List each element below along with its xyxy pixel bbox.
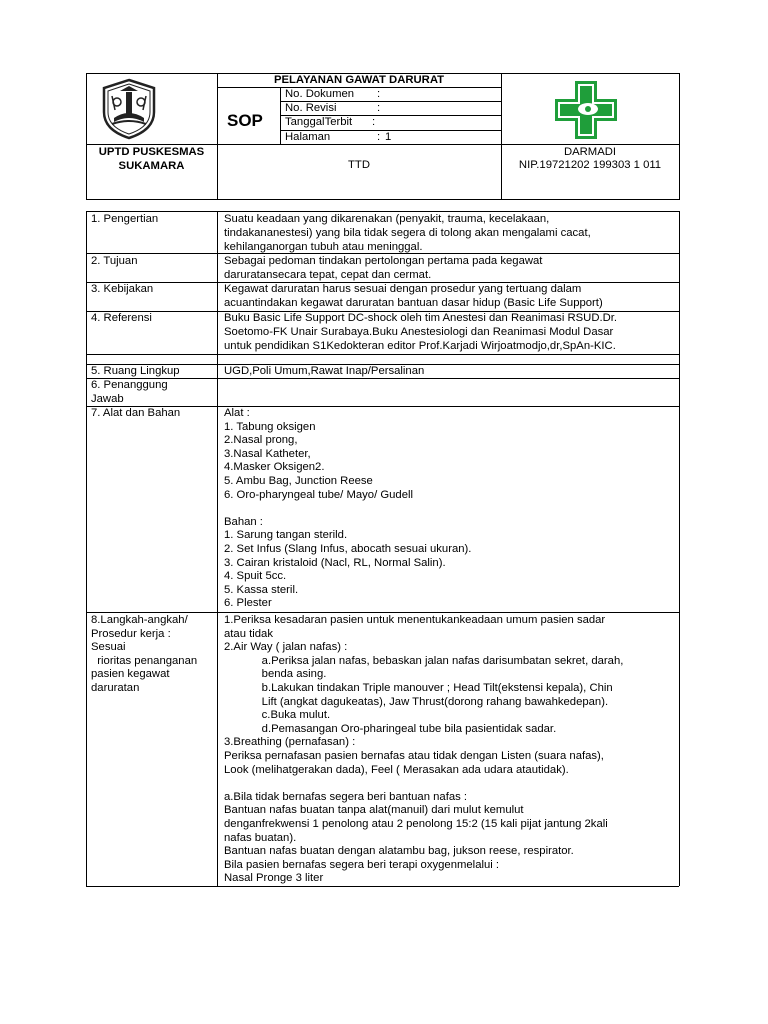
step-line: Bantuan nafas buatan dengan alatambu bag, jukson reese, respirator. bbox=[224, 845, 574, 858]
langkah-label-line: Prosedur kerja : bbox=[91, 627, 171, 640]
row-label-penanggung-jawab-line2: Jawab bbox=[91, 393, 124, 405]
list-item: 6. Plester bbox=[224, 597, 272, 610]
row-text-referensi-line1: Buku Basic Life Support DC-shock oleh tim Anestesi dan Reanimasi RSUD.Dr. bbox=[224, 312, 618, 324]
row-text-tujuan-line2: daruratansecara tepat, cepat dan cermat. bbox=[224, 269, 432, 281]
row-text-tujuan-line1: Sebagai pedoman tindakan pertolongan pertama pada kegawat bbox=[224, 255, 543, 267]
step-line: 3.Breathing (pernafasan) : bbox=[224, 736, 356, 749]
langkah-label-line: rioritas penanganan bbox=[91, 654, 198, 667]
row-label-tujuan: 2. Tujuan bbox=[91, 255, 138, 267]
row-label-alat-bahan: 7. Alat dan Bahan bbox=[91, 407, 181, 419]
field-no-dokumen-label: No. Dokumen bbox=[285, 88, 355, 100]
row-text-referensi-line3: untuk pendidikan S1Kedokteran editor Prof.Karjadi Wirjoatmodjo,dr,SpAn-KIC. bbox=[224, 340, 616, 352]
row-text-pengertian-line2: tindakananestesi) yang bila tidak segera di tolong akan mengalami cacat, bbox=[224, 227, 591, 239]
signer-nip: NIP.19721202 199303 1 011 bbox=[518, 159, 662, 171]
step-line: Bila pasien bernafas segera beri terapi oxygenmelalui : bbox=[224, 858, 500, 871]
row-label-pengertian: 1. Pengertian bbox=[91, 213, 159, 225]
row-label-penanggung-jawab-line1: 6. Penanggung bbox=[91, 379, 168, 391]
row-label-referensi: 4. Referensi bbox=[91, 312, 152, 324]
step-line: Bantuan nafas buatan tanpa alat(manuil) dari mulut kemulut bbox=[224, 804, 524, 817]
field-no-dokumen-sep: : bbox=[377, 88, 381, 100]
langkah-label-line: daruratan bbox=[91, 682, 140, 694]
document-title: PELAYANAN GAWAT DARURAT bbox=[273, 74, 445, 86]
list-item: 3.Nasal Katheter, bbox=[224, 447, 311, 460]
langkah-label-line: pasien kegawat bbox=[91, 668, 170, 681]
row-label-kebijakan: 3. Kebijakan bbox=[91, 283, 154, 295]
list-item: 3. Cairan kristaloid (Nacl, RL, Normal Salin). bbox=[224, 556, 446, 569]
field-halaman-sep: : bbox=[377, 131, 381, 143]
list-item: 1. Sarung tangan sterild. bbox=[224, 529, 348, 542]
row-text-ruang-lingkup: UGD,Poli Umum,Rawat Inap/Persalinan bbox=[224, 365, 425, 377]
step-line: Look (melihatgerakan dada), Feel ( Merasakan ada udara atautidak). bbox=[224, 763, 569, 776]
list-item: 4. Spuit 5cc. bbox=[224, 570, 287, 583]
row-text-pengertian-line1: Suatu keadaan yang dikarenakan (penyakit, trauma, kecelakaan, bbox=[224, 213, 550, 225]
row-text-kebijakan-line1: Kegawat daruratan harus sesuai dengan prosedur yang tertuang dalam bbox=[224, 283, 582, 295]
langkah-label-line: Sesuai bbox=[91, 641, 126, 654]
puskesmas-cross-logo bbox=[552, 78, 620, 142]
field-tanggal-terbit-sep: : bbox=[372, 116, 376, 128]
list-item: 2.Nasal prong, bbox=[224, 434, 298, 447]
list-item: 5. Ambu Bag, Junction Reese bbox=[224, 475, 373, 487]
langkah-label-line: 8.Langkah-angkah/ bbox=[91, 614, 188, 626]
row-text-pengertian-line3: kehilanganorgan tubuh atau meninggal. bbox=[224, 241, 423, 253]
list-item: 2. Set Infus (Slang Infus, abocath sesuai ukuran). bbox=[224, 543, 472, 555]
step-line: d.Pemasangan Oro-pharingeal tube bila pasientidak sadar. bbox=[224, 722, 557, 735]
list-item: 6. Oro-pharyngeal tube/ Mayo/ Gudell bbox=[224, 488, 414, 501]
step-line: Periksa pernafasan pasien bernafas atau tidak dengan Listen (suara nafas), bbox=[224, 750, 604, 762]
field-no-revisi-sep: : bbox=[377, 102, 381, 114]
step-line: a.Periksa jalan nafas, bebaskan jalan nafas darisumbatan sekret, darah, bbox=[224, 654, 624, 667]
step-line: Nasal Pronge 3 liter bbox=[224, 872, 324, 885]
step-line: nafas buatan). bbox=[224, 831, 297, 844]
step-line: c.Buka mulut. bbox=[224, 709, 331, 722]
list-item: Alat : bbox=[224, 407, 250, 419]
list-item: 1. Tabung oksigen bbox=[224, 420, 316, 433]
organization-name-line2: SUKAMARA bbox=[118, 160, 185, 172]
step-line: denganfrekwensi 1 penolong atau 2 penolong 15:2 (15 kali pijat jantung 2kali bbox=[224, 818, 608, 830]
step-line: 1.Periksa kesadaran pasien untuk menentukankeadaan umum pasien sadar bbox=[224, 614, 606, 626]
list-item: 5. Kassa steril. bbox=[224, 583, 299, 596]
list-item: Bahan : bbox=[224, 515, 263, 528]
signer-name: DARMADI bbox=[563, 146, 617, 158]
field-halaman-label: Halaman bbox=[285, 131, 331, 143]
row-text-referensi-line2: Soetomo-FK Unair Surabaya.Buku Anestesiologi dan Reanimasi Modul Dasar bbox=[224, 326, 614, 338]
sop-label: SOP bbox=[227, 111, 263, 130]
step-line: Lift (angkat dagukeatas), Jaw Thrust(dorong rahang bawahkedepan). bbox=[224, 695, 609, 708]
row-text-kebijakan-line2: acuantindakan kegawat daruratan bantuan dasar hidup (Basic Life Support) bbox=[224, 297, 603, 309]
field-tanggal-terbit-label: TanggalTerbit bbox=[285, 116, 353, 128]
regional-emblem-logo bbox=[100, 78, 158, 140]
field-halaman-value: 1 bbox=[385, 131, 392, 143]
step-line: a.Bila tidak bernafas segera beri bantuan nafas : bbox=[224, 790, 468, 803]
list-item: 4.Masker Oksigen2. bbox=[224, 461, 325, 474]
step-line: benda asing. bbox=[224, 668, 327, 681]
step-line: b.Lakukan tindakan Triple manouver ; Head Tilt(ekstensi kepala), Chin bbox=[224, 682, 613, 694]
step-line: 2.Air Way ( jalan nafas) : bbox=[224, 641, 348, 654]
step-line: atau tidak bbox=[224, 627, 273, 640]
ttd-label: TTD bbox=[348, 159, 370, 171]
organization-name-line1: UPTD PUSKESMAS bbox=[98, 146, 205, 158]
field-no-revisi-label: No. Revisi bbox=[285, 102, 337, 114]
row-label-ruang-lingkup: 5. Ruang Lingkup bbox=[91, 365, 180, 377]
